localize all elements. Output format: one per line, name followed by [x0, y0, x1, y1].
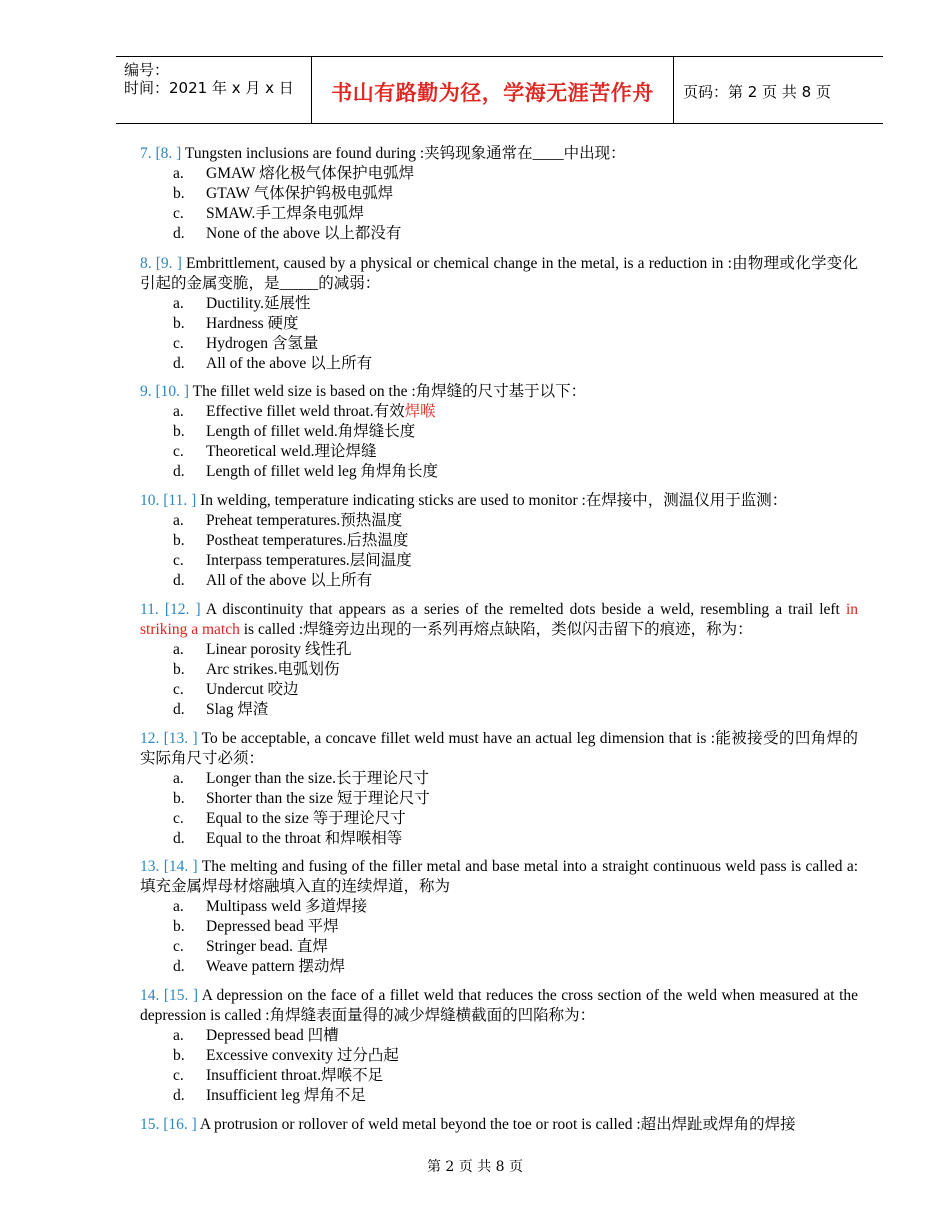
option-text-main: Multipass weld 多道焊接 — [206, 898, 368, 915]
option-text-main: Theoretical weld.理论焊缝 — [206, 443, 377, 460]
question-number: 15. — [140, 1116, 164, 1133]
question-block — [140, 144, 858, 244]
question-source-tag: [16. ] — [163, 1116, 197, 1133]
option-text — [206, 1046, 399, 1066]
option-text — [206, 314, 299, 334]
option-text-main: Weave pattern 摆动焊 — [206, 958, 346, 975]
document-time-label: 时间：2021 年 x 月 x 日 — [124, 79, 294, 97]
question-block — [140, 857, 858, 977]
question-text-segment: Tungsten inclusions are found during :夹钨现象通常在____中出现： — [181, 145, 626, 162]
answer-option — [140, 164, 858, 184]
question-text-segment: A protrusion or rollover of weld metal beyond the toe or root is called :超出焊趾或焊角的焊接 — [196, 1116, 796, 1133]
question-text-segment: Embrittlement, caused by a physical or chemical change in the metal, is a reduction in :由物理或化学变化引起的金属变脆，是_____的减弱： — [140, 255, 858, 292]
option-text — [206, 571, 372, 591]
option-letter: b. — [173, 315, 185, 332]
option-text — [206, 1066, 383, 1086]
question-text-segment: in striking a match — [140, 601, 858, 638]
answer-option — [140, 184, 858, 204]
question-text — [140, 600, 858, 640]
option-text-main: Depressed bead 平焊 — [206, 918, 339, 935]
option-text-main: Effective fillet weld throat.有效 — [206, 403, 405, 420]
option-text — [206, 334, 318, 354]
option-text — [206, 294, 310, 314]
option-text-main: Length of fillet weld.角焊缝长度 — [206, 423, 416, 440]
option-letter: c. — [173, 1067, 184, 1084]
option-text-main: Stringer bead. 直焊 — [206, 938, 328, 955]
answer-option — [140, 769, 858, 789]
option-text — [206, 442, 376, 462]
option-text — [206, 1026, 339, 1046]
answer-option — [140, 334, 858, 354]
option-text — [206, 511, 402, 531]
answer-option — [140, 700, 858, 720]
question-text — [140, 491, 858, 511]
option-text-main: Insufficient leg 焊角不足 — [206, 1087, 366, 1104]
question-block — [140, 600, 858, 720]
option-text-highlight: 焊喉 — [404, 403, 436, 420]
option-letter: c. — [173, 681, 184, 698]
option-text — [206, 809, 406, 829]
option-letter: b. — [173, 790, 185, 807]
option-letter: a. — [173, 512, 184, 529]
header-motto: 书山有路勤为径，学海无涯苦作舟 — [331, 80, 654, 105]
answer-option — [140, 402, 858, 422]
option-text — [206, 789, 430, 809]
option-text — [206, 184, 393, 204]
question-number: 13. — [140, 858, 164, 875]
answer-option — [140, 917, 858, 937]
option-letter: d. — [173, 1087, 185, 1104]
question-number: 14. — [140, 987, 164, 1004]
question-source-tag: [13. ] — [163, 730, 198, 747]
answer-option — [140, 354, 858, 374]
question-text — [140, 254, 858, 294]
option-text-main: Slag 焊渣 — [206, 701, 269, 718]
answer-option — [140, 957, 858, 977]
option-text-main: SMAW.手工焊条电弧焊 — [206, 205, 364, 222]
option-letter: d. — [173, 701, 185, 718]
option-text-main: All of the above 以上所有 — [206, 572, 373, 589]
option-text — [206, 224, 401, 244]
option-text — [206, 680, 299, 700]
question-text-segment: A discontinuity that appears as a series of the remelted dots beside a weld, resembling a trail left — [200, 601, 846, 618]
option-text — [206, 897, 367, 917]
answer-option — [140, 789, 858, 809]
answer-option — [140, 937, 858, 957]
option-letter: c. — [173, 810, 184, 827]
question-source-tag: [14. ] — [163, 858, 198, 875]
option-text-main: Insufficient throat.焊喉不足 — [206, 1067, 384, 1084]
option-text-main: GMAW 熔化极气体保护电弧焊 — [206, 165, 415, 182]
question-block — [140, 1115, 858, 1135]
answer-option — [140, 1046, 858, 1066]
option-text-main: All of the above 以上所有 — [206, 355, 373, 372]
question-text-segment: To be acceptable, a concave fillet weld must have an actual leg dimension that is :能被接受的凹角焊的实际角尺寸必须： — [140, 730, 858, 767]
option-text-main: Postheat temperatures.后热温度 — [206, 532, 409, 549]
question-text-segment: is called :焊缝旁边出现的一系列再熔点缺陷，类似闪击留下的痕迹，称为： — [239, 621, 753, 638]
answer-option — [140, 1086, 858, 1106]
question-text — [140, 382, 858, 402]
option-letter: a. — [173, 403, 184, 420]
question-source-tag: [8. ] — [155, 145, 182, 162]
answer-option — [140, 1066, 858, 1086]
option-letter: b. — [173, 661, 185, 678]
option-text — [206, 422, 415, 442]
question-text — [140, 857, 858, 897]
question-text-segment: A depression on the face of a fillet weld that reduces the cross section of the weld when measured at the depression is called :角焊缝表面量得的减少焊缝横截面的凹陷称为： — [140, 987, 859, 1024]
option-letter: d. — [173, 225, 185, 242]
option-text-main: Longer than the size.长于理论尺寸 — [206, 770, 429, 787]
question-number: 7. — [140, 145, 156, 162]
answer-option — [140, 829, 858, 849]
option-letter: a. — [173, 295, 184, 312]
question-text — [140, 729, 858, 769]
answer-option — [140, 1026, 858, 1046]
option-text-main: Hydrogen 含氢量 — [206, 335, 319, 352]
option-text-main: Preheat temperatures.预热温度 — [206, 512, 403, 529]
option-letter: d. — [173, 572, 185, 589]
answer-option — [140, 680, 858, 700]
question-text — [140, 1115, 858, 1135]
option-text — [206, 164, 414, 184]
question-text-segment: The fillet weld size is based on the :角焊缝的尺寸基于以下： — [189, 383, 587, 400]
header-page-number: 页码：第 2 页 共 8 页 — [683, 83, 831, 101]
question-source-tag: [10. ] — [155, 383, 190, 400]
option-text — [206, 1086, 366, 1106]
question-block — [140, 382, 858, 482]
question-number: 8. — [140, 255, 156, 272]
answer-option — [140, 531, 858, 551]
answer-option — [140, 511, 858, 531]
question-text-segment: The melting and fusing of the filler metal and base metal into a straight continuous weld pass is called a:填充金属焊母材熔融填入直的连续焊道，称为 — [140, 858, 859, 895]
question-text — [140, 986, 858, 1026]
option-text — [206, 551, 412, 571]
option-text-main: Shorter than the size 短于理论尺寸 — [206, 790, 430, 807]
option-letter: b. — [173, 532, 185, 549]
answer-option — [140, 660, 858, 680]
answer-option — [140, 442, 858, 462]
answer-option — [140, 294, 858, 314]
option-letter: c. — [173, 938, 184, 955]
option-text — [206, 769, 429, 789]
option-letter: c. — [173, 205, 184, 222]
option-letter: a. — [173, 1027, 184, 1044]
option-letter: c. — [173, 443, 184, 460]
option-text — [206, 354, 372, 374]
question-number: 12. — [140, 730, 164, 747]
option-text-main: Linear porosity 线性孔 — [206, 641, 352, 658]
option-letter: d. — [173, 958, 185, 975]
option-letter: a. — [173, 165, 184, 182]
option-text-main: Length of fillet weld leg 角焊角长度 — [206, 463, 439, 480]
option-letter: d. — [173, 355, 185, 372]
option-text-main: Excessive convexity 过分凸起 — [206, 1047, 399, 1064]
question-number: 11. — [140, 601, 165, 618]
answer-option — [140, 204, 858, 224]
option-text — [206, 640, 352, 660]
question-block — [140, 254, 858, 374]
answer-option — [140, 571, 858, 591]
option-text — [206, 937, 328, 957]
option-text-main: None of the above 以上都没有 — [206, 225, 402, 242]
option-text — [206, 402, 436, 422]
answer-option — [140, 462, 858, 482]
option-text-main: Interpass temperatures.层间温度 — [206, 552, 412, 569]
option-text — [206, 204, 364, 224]
answer-option — [140, 314, 858, 334]
option-letter: b. — [173, 918, 185, 935]
answer-option — [140, 224, 858, 244]
question-number: 10. — [140, 492, 164, 509]
option-text — [206, 829, 402, 849]
option-letter: c. — [173, 552, 184, 569]
question-text-segment: In welding, temperature indicating sticks are used to monitor :在焊接中，测温仪用于监测： — [196, 492, 788, 509]
option-text-main: Undercut 咬边 — [206, 681, 299, 698]
question-text — [140, 144, 858, 164]
question-block — [140, 491, 858, 591]
page-footer: 第 2 页 共 8 页 — [426, 1159, 524, 1175]
option-letter: c. — [173, 335, 184, 352]
question-source-tag: [15. ] — [163, 987, 199, 1004]
option-text — [206, 462, 438, 482]
option-text — [206, 917, 339, 937]
answer-option — [140, 422, 858, 442]
answer-option — [140, 897, 858, 917]
document-number-label: 编号： — [124, 61, 170, 79]
question-block — [140, 986, 858, 1106]
option-text-main: Equal to the throat 和焊喉相等 — [206, 830, 403, 847]
option-letter: b. — [173, 185, 185, 202]
option-text — [206, 660, 339, 680]
option-text-main: Ductility.延展性 — [206, 295, 311, 312]
option-letter: b. — [173, 423, 185, 440]
option-letter: d. — [173, 830, 185, 847]
option-letter: d. — [173, 463, 185, 480]
option-text — [206, 957, 345, 977]
answer-option — [140, 551, 858, 571]
option-text — [206, 531, 408, 551]
answer-option — [140, 809, 858, 829]
option-letter: b. — [173, 1047, 185, 1064]
question-block — [140, 729, 858, 849]
question-source-tag: [11. ] — [163, 492, 197, 509]
option-letter: a. — [173, 898, 184, 915]
option-text-main: Hardness 硬度 — [206, 315, 299, 332]
option-letter: a. — [173, 770, 184, 787]
option-text-main: GTAW 气体保护钨极电弧焊 — [206, 185, 394, 202]
question-source-tag: [9. ] — [155, 255, 182, 272]
option-text-main: Depressed bead 凹槽 — [206, 1027, 339, 1044]
question-number: 9. — [140, 383, 156, 400]
option-text — [206, 700, 268, 720]
option-letter: a. — [173, 641, 184, 658]
option-text-main: Equal to the size 等于理论尺寸 — [206, 810, 406, 827]
option-text-main: Arc strikes.电弧划伤 — [206, 661, 340, 678]
answer-option — [140, 640, 858, 660]
question-source-tag: [12. ] — [164, 601, 201, 618]
